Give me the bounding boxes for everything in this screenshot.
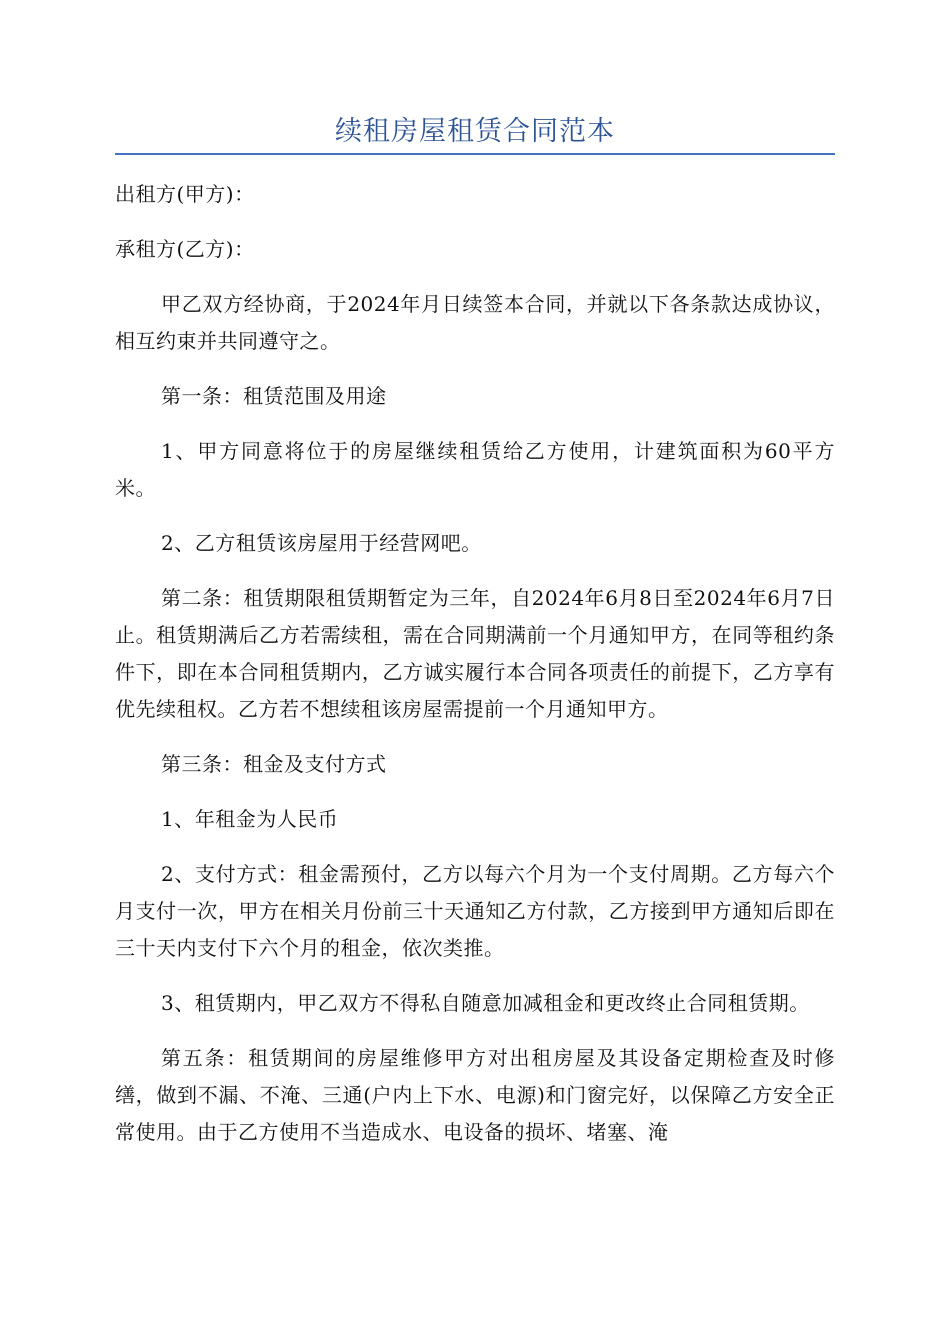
article-3-clause-1: 1、年租金为人民币 [161,807,339,831]
article-3-clause-3: 3、租赁期内，甲乙双方不得私自随意加减租金和更改终止合同租赁期。 [161,991,810,1015]
article-3-clause-2: 2、支付方式：租金需预付，乙方以每六个月为一个支付周期。乙方每六个月支付一次，甲方在相关月份前三十天通知乙方付款，乙方接到甲方通知后即在三十天内支付下六个月的租金，依次类推。 [115,862,835,960]
article-2-paragraph: 第二条：租赁期限租赁期暂定为三年，自2024年6月8日至2024年6月7日止。租赁期满后乙方若需续租，需在合同期满前一个月通知甲方，在同等租约条件下，即在本合同租赁期内，乙方诚实履行本合同各项责任的前提下，乙方享有优先续租权。乙方若不想续租该房屋需提前一个月通知甲方。 [115,586,835,721]
article-1-heading: 第一条：租赁范围及用途 [161,384,387,408]
lessee-line: 承租方(乙方)： [115,237,255,261]
document-body [115,176,835,1169]
article-1-clause-2: 2、乙方租赁该房屋用于经营网吧。 [161,531,482,555]
article-5-paragraph: 第五条：租赁期间的房屋维修甲方对出租房屋及其设备定期检查及时修缮，做到不漏、不淹、三通(户内上下水、电源)和门窗完好，以保障乙方安全正常使用。由于乙方使用不当造成水、电设备的损坏、堵塞、淹 [115,1046,835,1144]
document-title: 续租房屋租赁合同范本 [335,116,615,147]
preamble-paragraph: 甲乙双方经协商，于2024年月日续签本合同，并就以下各条款达成协议，相互约束并共同遵守之。 [115,292,835,353]
article-1-clause-1: 1、甲方同意将位于的房屋继续租赁给乙方使用，计建筑面积为60平方米。 [115,439,835,500]
title-underline [115,153,835,155]
lessor-line: 出租方(甲方)： [115,182,255,206]
article-3-heading: 第三条：租金及支付方式 [161,752,387,776]
